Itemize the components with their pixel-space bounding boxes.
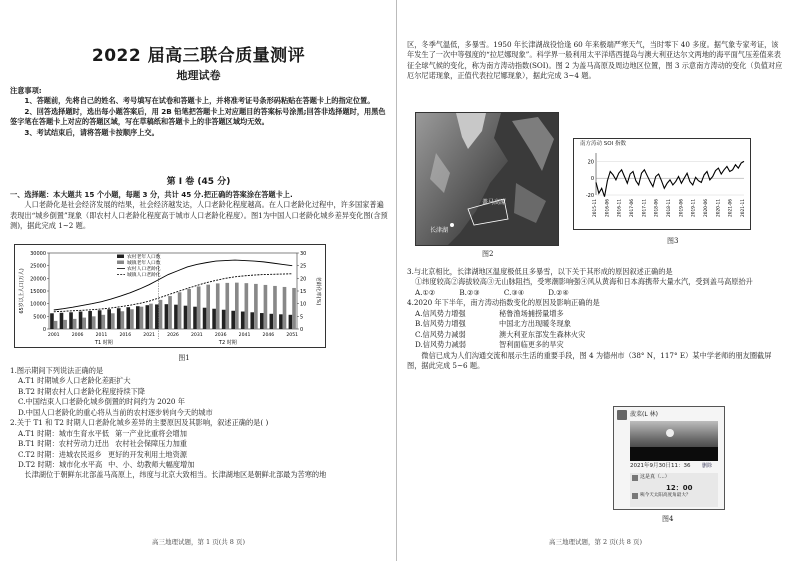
x-tick-label: 2006 <box>71 333 84 338</box>
bar-rural <box>88 311 92 329</box>
map-label-plateau: 盖马高原 <box>482 199 507 206</box>
bar-urban <box>225 283 229 329</box>
bar-rural <box>155 304 159 329</box>
period-label-t2: T2 时期 <box>218 340 237 346</box>
notice-3: 3、考试结束后，请将答题卡按顺序上交。 <box>24 127 159 137</box>
passage-2-cont: 区，冬季气温低，多暴雪。1950 年长津湖战役恰逢 60 年来极端严寒天气，当时零下 40 多度。据气象专家考证，该年发生了一次中等强度的“拉尼娜现象”。科学界一般利用太平洋塔西提岛与澳大利亚达尔文两地的海平面气压差值来表征全球气候的变化，称为南方涛动指数(SOI)。图 2 为盖马高原及周边地区位置，图 3 示意南方涛动的变化（负值对应厄尔尼诺现象，正值代表拉尼娜现象），据此完成 3~4 题。 <box>407 40 783 81</box>
sun-icon <box>666 429 674 437</box>
q3-option-d[interactable]: D.②④ <box>548 287 569 297</box>
question-4: 4.2020 年下半年，南方涛动指数变化的原因及影响正确的是 <box>407 298 600 308</box>
figure-4-screenshot <box>613 406 725 510</box>
soi-line <box>596 161 744 196</box>
figure-4-caption: 图4 <box>662 515 674 523</box>
bar-urban <box>130 309 134 329</box>
notice-1: 1、答题前，先将自己的姓名、考号填写在试卷和答题卡上，并将准考证号条形码粘贴在答题卡上的指定位置。 <box>24 96 375 106</box>
bar-urban <box>235 283 239 329</box>
question-2: 2.关于 T1 和 T2 时期人口老龄化城乡差异的主要原因及其影响，叙述正确的是( ) <box>10 418 269 428</box>
figure-1-caption: 图1 <box>178 354 190 362</box>
y2-tick-label: 15 <box>300 289 307 295</box>
bar-rural <box>279 314 283 329</box>
bar-rural <box>146 305 150 329</box>
bar-rural <box>241 312 245 329</box>
x-tick-label: 2017-11 <box>642 199 648 217</box>
x-tick-label: 2018-11 <box>667 199 672 217</box>
bar-rural <box>136 306 140 329</box>
y2-tick-label: 30 <box>300 251 307 257</box>
bar-urban <box>159 300 163 329</box>
page-1-footer: 高三地理试题，第 1 页(共 8 页) <box>151 537 246 546</box>
x-tick-label: 2016-11 <box>617 199 623 217</box>
passage-3: 微信已成为人们沟通交流和展示生活的重要手段，图 4 为德州市（38° N，117° E）某中学老师的朋友圈截屏图，据此完成 5~6 题。 <box>407 350 772 370</box>
bar-urban <box>254 284 258 329</box>
figure-2-caption: 图2 <box>482 250 494 258</box>
x-tick-label: 2041 <box>238 333 251 338</box>
legend-swatch <box>117 255 124 259</box>
bar-rural <box>184 306 188 329</box>
q2-option-c[interactable]: C.T2 时期：进城农民返乡 更好的开发利用土地资源 <box>18 449 187 459</box>
bar-rural <box>165 304 169 329</box>
bar-urban <box>149 304 153 329</box>
bar-rural <box>60 313 64 329</box>
notice-block <box>10 86 388 138</box>
passage-1: 人口老龄化是社会经济发展的结果，社会经济越发达，人口老龄化程度越高。在人口老龄化过程中，许多国家普遍表现出“城乡倒置”现象（即农村人口老龄化程度高于城市人口老龄化程度）。图1为中国人口老龄化城乡差异变化图(含预测)，据此完成 1~2 题。 <box>10 200 388 231</box>
notice-2: 2、回答选择题时，选出每小题答案后，用 2B 铅笔把答题卡上对应题目的答案标号涂黑;回答非选择题时，用黑色签字笔在答题卡上对应的答题区域，写在草稿纸和答题卡上的非答题区域均无效。 <box>10 106 386 127</box>
bar-urban <box>101 315 105 329</box>
comment-clock: 12：00 <box>666 484 693 492</box>
question-2-options <box>10 429 388 471</box>
figure-3-svg <box>574 139 750 229</box>
x-tick-label: 2021-11 <box>741 199 746 217</box>
notice-title: 注意事项: <box>10 86 42 95</box>
passage-2-start: 长津湖位于朝鲜东北部盖马高原上，纬度与北京大致相当。长津湖地区是朝鲜北部最为苦寒的地 <box>24 470 327 480</box>
y-tick-label: 0 <box>590 176 594 183</box>
q1-option-a[interactable]: A.T1 时期城乡人口老龄化差距扩大 <box>18 376 131 386</box>
legend-swatch <box>117 261 124 265</box>
bar-urban <box>168 296 172 329</box>
commenter-avatar <box>632 475 638 481</box>
x-tick-label: 2036 <box>214 333 227 338</box>
x-tick-label: 2011 <box>95 333 108 338</box>
x-tick-label: 2018-06 <box>654 199 660 217</box>
x-tick-label: 2020-06 <box>704 199 709 217</box>
bar-urban <box>63 320 67 329</box>
q2-option-b[interactable]: B.T1 时期：农村劳动力迁出 农村社会保障压力加重 <box>18 439 187 449</box>
comment-2: 咦今天太阳高度角最大？ <box>640 493 691 498</box>
bar-urban <box>187 289 191 329</box>
section-intro: 一、选择题：本大题共 15 个小题，每题 3 分，共计 45 分.把正确的答案涂在答题卡上. <box>10 190 293 199</box>
x-tick-label: 2017-06 <box>630 199 635 217</box>
y2-tick-label: 0 <box>300 327 304 333</box>
moment-datetime: 2021年9月30日11：36 <box>630 463 691 469</box>
plot-frame <box>49 253 297 329</box>
legend-label: 农村老年人口数 <box>127 255 161 260</box>
question-1-options <box>10 376 388 418</box>
q4-option-d[interactable]: D.信风势力减弱 智利面临更多的旱灾 <box>415 340 564 350</box>
question-4-options <box>407 309 785 351</box>
x-tick-label: 2001 <box>47 333 60 338</box>
q4-option-a[interactable]: A.信风势力增强 秘鲁渔场捕捞量增多 <box>415 308 564 318</box>
moment-photo <box>630 421 718 461</box>
q1-option-d[interactable]: D.中国人口老龄化的重心将从当前的农村逐步转向今天的城市 <box>18 407 213 417</box>
comment-box <box>630 473 718 507</box>
bar-rural <box>250 312 254 329</box>
x-tick-label: 2046 <box>262 333 275 338</box>
legend-label: 城镇人口老龄化 <box>127 273 161 278</box>
q4-option-c[interactable]: C.信风势力减弱 澳大利亚东部发生森林火灾 <box>415 329 586 339</box>
x-tick-label: 2026 <box>167 333 179 338</box>
x-tick-label: 2021-06 <box>728 199 734 217</box>
bar-urban <box>283 287 287 329</box>
x-tick-label: 2016-06 <box>605 199 611 217</box>
y2-tick-label: 20 <box>300 276 307 283</box>
bar-rural <box>193 307 197 329</box>
x-tick-label: 2015-11 <box>593 199 598 217</box>
bar-urban <box>216 283 220 329</box>
bar-rural <box>289 315 293 329</box>
bar-urban <box>245 283 249 329</box>
y2-axis-label: 老龄化率(%) <box>315 276 321 306</box>
bar-rural <box>231 311 235 329</box>
bar-rural <box>260 313 264 329</box>
bar-urban <box>121 311 125 329</box>
y-tick-label: 5000 <box>33 314 46 321</box>
figure-1-svg <box>15 245 325 347</box>
bar-rural <box>174 305 178 329</box>
bar-urban <box>292 288 296 329</box>
q3-option-b[interactable]: B.②③ <box>459 287 480 297</box>
figure-1-chart <box>14 244 326 348</box>
y2-tick-label: 10 <box>300 301 307 308</box>
q2-option-d[interactable]: D.T2 时期：城市化水平高 中、小、幼教师大幅度增加 <box>18 459 195 469</box>
bar-urban <box>206 285 210 329</box>
bar-urban <box>273 286 277 329</box>
y2-tick-label: 5 <box>300 314 304 321</box>
bar-rural <box>69 312 73 329</box>
q1-option-c[interactable]: C.中国结束人口老龄化城乡倒置的时间约为 2020 年 <box>18 397 185 407</box>
y-tick-label: 0 <box>42 327 46 333</box>
bar-rural <box>117 308 121 329</box>
bar-urban <box>264 285 268 329</box>
y-tick-label: 15000 <box>30 289 46 295</box>
x-tick-label: 2019-11 <box>691 199 697 217</box>
y-tick-label: 20000 <box>30 276 46 283</box>
period-label-t1: T1 时期 <box>94 340 113 346</box>
x-tick-label: 2019-06 <box>679 199 685 217</box>
bar-rural <box>50 313 54 329</box>
page-2-footer: 高三地理试题，第 2 页(共 8 页) <box>548 537 643 546</box>
figure-3-title: 南方涛动 SOI 指数 <box>580 141 626 147</box>
bar-urban <box>92 316 96 329</box>
exam-subtitle: 地理试卷 <box>176 69 221 82</box>
right-page <box>397 0 794 561</box>
q2-option-a[interactable]: A.T1 时期：城市生育水平低 第一产业比重将会增加 <box>18 428 187 438</box>
question-1: 1.图示期间下列说法正确的是 <box>10 366 104 375</box>
y2-tick-label: 25 <box>300 263 307 270</box>
q3-option-a[interactable]: A.①② <box>415 287 436 297</box>
y-axis-label: 65岁以上人口(万人) <box>19 268 25 314</box>
y-tick-label: 20 <box>587 159 594 166</box>
commenter-avatar-2 <box>632 493 638 499</box>
section-title: 第 Ⅰ 卷 (45 分) <box>166 177 231 187</box>
bar-urban <box>54 321 58 329</box>
bar-urban <box>178 292 182 329</box>
y-tick-label: 25000 <box>30 263 46 270</box>
question-3-options <box>407 288 785 298</box>
questions-3-4 <box>407 267 785 371</box>
exam-title: 2022 届高三联合质量测评 <box>91 46 306 66</box>
figure-3-chart <box>573 138 751 230</box>
x-tick-label: 2016 <box>119 333 132 338</box>
moment-author: 菠菜(L 林) <box>630 411 658 418</box>
bar-rural <box>270 314 274 329</box>
x-tick-label: 2031 <box>190 333 203 338</box>
bar-rural <box>126 307 130 329</box>
y-tick-label: 30000 <box>30 251 46 257</box>
avatar <box>617 410 627 420</box>
bar-rural <box>79 312 83 329</box>
figure-3-caption: 图3 <box>667 237 679 245</box>
map-label-lake: 长津湖 <box>430 227 449 234</box>
bar-rural <box>222 310 226 329</box>
questions-1-2 <box>10 366 388 481</box>
legend-label: 农村人口老龄化 <box>127 267 161 272</box>
bar-urban <box>82 318 86 329</box>
question-3: 3.与北京相比，长津湖地区温度极低且多暴雪，以下关于其形成的原因叙述正确的是 <box>407 267 673 276</box>
q3-option-c[interactable]: C.③④ <box>503 287 525 297</box>
x-tick-label: 2051 <box>286 333 299 338</box>
bar-rural <box>98 310 102 329</box>
legend-label: 城镇老年人口数 <box>127 261 161 266</box>
y-tick-label: -20 <box>585 193 594 199</box>
figure-2-map <box>415 112 559 246</box>
bar-rural <box>203 308 207 329</box>
bar-urban <box>197 286 201 329</box>
x-tick-label: 2020-11 <box>716 199 722 217</box>
q4-option-b[interactable]: B.信风势力增强 中国北方出现暖冬现象 <box>415 319 571 329</box>
moment-delete[interactable]: 删除 <box>702 463 713 469</box>
passage-1-block <box>10 190 388 232</box>
bar-urban <box>140 307 144 329</box>
comment-1: 这是真（...） <box>640 474 670 480</box>
bar-urban <box>73 319 77 329</box>
q1-option-b[interactable]: B.T2 时期农村人口老龄化程度持续下降 <box>18 386 146 396</box>
bar-rural <box>212 309 216 329</box>
question-3-items: ①纬度较高②海拔较高③无山脉阻挡，受寒潮影响强④风从黄海和日本海携带大量水汽，受到盖马高原抬升 <box>415 277 753 287</box>
bar-rural <box>107 309 111 329</box>
bar-urban <box>111 313 115 329</box>
y-tick-label: 10000 <box>30 301 46 308</box>
x-tick-label: 2021 <box>143 333 156 338</box>
